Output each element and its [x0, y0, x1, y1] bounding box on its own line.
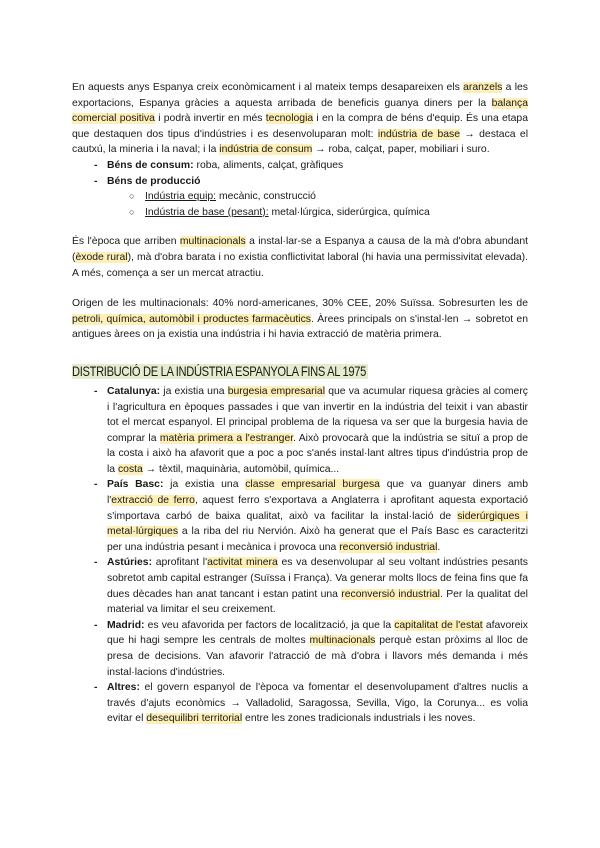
sublist-item-equip: ○ Indústria equip: mecànic, construcció	[129, 189, 528, 205]
sublist-item-base: ○ Indústria de base (pesant): metal·lúrgica, siderúrgica, química	[129, 205, 528, 221]
highlight: siderúrgiques i metal·lúrgiques	[107, 510, 528, 538]
highlight: multinacionals	[309, 635, 376, 647]
highlight: activitat minera	[207, 557, 278, 569]
highlight: classe empresarial burgesa	[245, 479, 380, 491]
produccio-sublist	[107, 189, 528, 220]
list-item-paisbasc: - País Basc: ja existia una classe empresarial burgesa que va guanyar diners amb l'extracció de ferro, aquest ferro s'exportava a Anglaterra i aprofitant aquesta exportació s'importava carbó de baixa qualitat, això va facilitar la instal·lació de siderúrgiques i metal·lúrgiques a la riba del riu Nervión. Això ha generat que el País Basc es caracteritzi per una indústria pesant i mecànica i provoca una reconversió industrial.	[94, 477, 528, 555]
highlight: burgesia empresarial	[227, 385, 326, 397]
list-item-altres: - Altres: el govern espanyol de l'època va fomentar el desenvolupament d'altres nuclis a través d'ajuts econòmics → Valladolid, Saragossa, Sevilla, Vigo, la Corunya... es volia evitar el desequilibri territorial entre les zones tradicionals industrials i les noves.	[94, 680, 528, 727]
highlight: reconversió industrial	[339, 541, 438, 553]
highlight: indústria de base	[377, 128, 461, 140]
origin-paragraph: Origen de les multinacionals: 40% nord-americanes, 30% CEE, 20% Suïssa. Sobresurten les de petroli, química, automòbil i productes farmacèutics. Àrees principals on s'instal·len → sobretot en antigues àrees on ja existia una indústria i hi havia extracció de matèria primera.	[72, 298, 528, 341]
highlight: desequilibri territorial	[146, 713, 243, 725]
highlight: balança comercial positiva	[72, 97, 528, 125]
highlight: reconversió industrial	[341, 588, 440, 600]
highlight: èxode rural	[75, 251, 128, 263]
highlight: multinacionals	[179, 236, 246, 248]
highlight: capitalitat de l'estat	[394, 619, 483, 631]
list-item-madrid: - Madrid: es veu afavorida per factors de localització, ja que la capitalitat de l'estat afavoreix que hi hagi sempre les centrals de moltes multinacionals perquè estan pròxims al lloc de presa de decisions. Van afavorir l'atracció de mà d'obra i llavors més demanda i més instal·lacions d'indústries.	[94, 618, 528, 680]
list-item-consum: - Béns de consum: roba, aliments, calçat, gràfiques	[94, 158, 528, 174]
highlight: petroli, química, automòbil i productes farmacèutics	[72, 313, 311, 325]
goods-list	[72, 158, 528, 220]
list-item-asturies: - Astúries: aprofitant l'activitat minera es va desenvolupar al seu voltant indústries pesants sobretot amb capital estranger (Suïssa i França). Va generar molts llocs de feina fins que fa dues dècades han anat tancant i estan patint una reconversió industrial. Per la qualitat del material va limitar el seu creixement.	[94, 555, 528, 617]
regions-list	[72, 384, 528, 727]
section-heading: DISTRIBUCIÓ DE LA INDÚSTRIA ESPANYOLA FINS AL 1975	[72, 363, 366, 379]
multinational-paragraph: És l'època que arriben multinacionals a instal·lar-se a Espanya a causa de la mà d'obra abundant (èxode rural), mà d'obra barata i no existia conflictivitat laboral (hi havia una permissivitat elevada). A més, comença a ser un mercat atractiu.	[72, 236, 528, 279]
highlight: costa	[117, 463, 143, 475]
list-item-catalunya: - Catalunya: ja existia una burgesia empresarial que va acumular riquesa gràcies al comerç i l'agricultura en èpoques passades i que van invertir en la indústria del teixit i van abastir tot el mercat espanyol. El principal problema de la riquesa va ser que la burgesia havia de comprar la matèria primera a l'estranger. Això provocarà que la indústria se situï a prop de la costa i això ha afavorit que a poc a poc s'anés instal·lant altres tipus d'indústria prop de la costa → tèxtil, maquinària, automòbil, química...	[94, 384, 528, 478]
highlight: matèria primera a l'estranger	[159, 432, 294, 444]
list-item-produccio: - Béns de producció ○ Indústria equip: mecànic, construcció ○ Indústria de base (pesant): metal·lúrgica, siderúrgica, química	[94, 174, 528, 221]
highlight: indústria de consum	[219, 144, 313, 156]
highlight: extracció de ferro	[111, 495, 195, 507]
intro-paragraph: En aquests anys Espanya creix econòmicament i al mateix temps desapareixen els aranzels a les exportacions, Espanya gràcies a aquesta arribada de beneficis guanya diners per la balança comercial positiva i podrà invertir en més tecnologia i en la compra de béns d'equip. És una etapa que destaquen dos tipus d'indústries i es desenvoluparan molt: indústria de base → destaca el cautxú, la mineria i la naval; i la indústria de consum → roba, calçat, paper, mobiliari i suro.	[72, 82, 529, 156]
highlight: aranzels	[463, 82, 503, 93]
highlight: tecnologia	[265, 113, 314, 125]
